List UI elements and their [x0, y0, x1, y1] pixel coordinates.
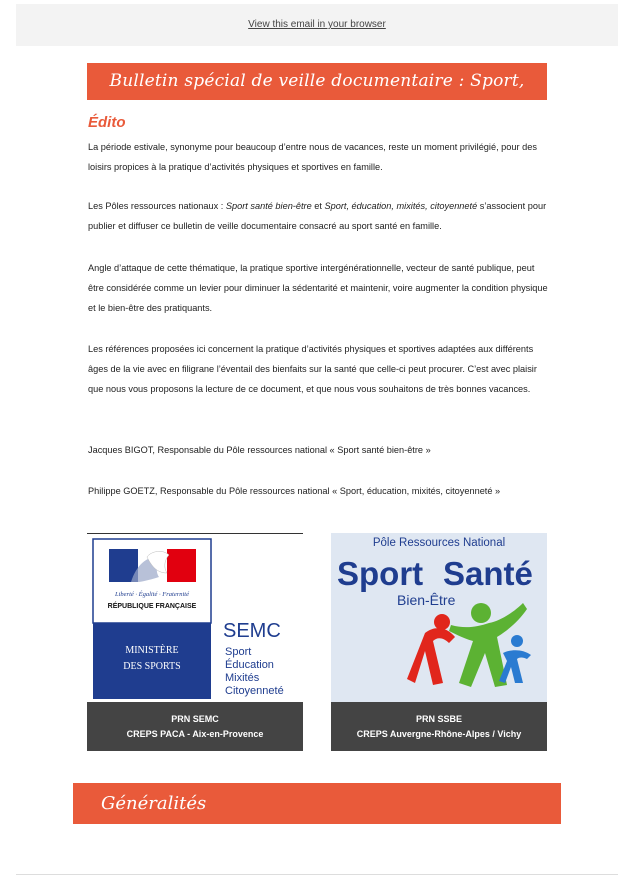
- ministere-line1: MINISTÈRE: [125, 645, 179, 656]
- ssbe-sport-word: Sport: [337, 555, 424, 592]
- p2-pole-semc: Sport, éducation, mixités, citoyenneté: [324, 201, 478, 211]
- semc-logo-card: [87, 533, 303, 751]
- semc-acronym: SEMC: [223, 620, 281, 642]
- p2-text-e: s’associent pour publier et diffuser ce bulletin de veille documentaire consacré au sport santé en famille.: [88, 201, 547, 231]
- ssbe-caption-name: PRN SSBE: [415, 714, 462, 724]
- bottom-divider: [16, 874, 618, 875]
- signature-bigot: Jacques BIGOT, Responsable du Pôle ressources national « Sport santé bien-être »: [88, 445, 431, 455]
- semc-word-education: Éducation: [225, 659, 274, 671]
- ssbe-caption: [331, 702, 547, 751]
- generalites-section-banner: Généralités: [73, 783, 561, 824]
- ssbe-caption-location: CREPS Auvergne-Rhône-Alpes / Vichy: [356, 729, 522, 739]
- ssbe-bien-etre-word: Bien-Être: [397, 592, 456, 608]
- republic-motto: Liberté · Égalité · Fraternité: [114, 591, 190, 598]
- republique-francaise-label: RÉPUBLIQUE FRANÇAISE: [107, 603, 197, 610]
- bulletin-title-banner: Bulletin spécial de veille documentaire : Sport, santé, famille: [87, 63, 547, 100]
- view-in-browser-link[interactable]: View this email in your browser: [248, 19, 386, 30]
- semc-word-sport: Sport: [225, 646, 252, 658]
- ssbe-sante-word: Santé: [443, 555, 533, 592]
- edito-heading: Édito: [88, 114, 126, 131]
- ministere-sports-logo: [87, 533, 303, 702]
- signature-goetz: Philippe GOETZ, Responsable du Pôle ressources national « Sport, éducation, mixités, citoyenneté »: [88, 486, 501, 496]
- view-in-browser-bar: [16, 4, 618, 46]
- sport-sante-logo: [331, 533, 547, 702]
- edito-paragraph-3: Angle d’attaque de cette thématique, la pratique sportive intergénérationnelle, vecteur de santé publique, peut être considérée comme un levier pour diminuer la sédentarité et maintenir, voire augmenter la condition physique et le bien-être des pratiquants.: [88, 263, 548, 313]
- semc-caption-name: PRN SEMC: [171, 714, 219, 724]
- semc-caption: [87, 702, 303, 751]
- edito-paragraph-4: Les références proposées ici concernent la pratique d’activités physiques et sportives adaptées aux différents âges de la vie avec en filigrane l’éventail des bienfaits sur la santé que celle-ci peut procurer. C’est avec plaisir que nous vous proposons la lecture de ce document, et que nous vous souhaitons de très bonnes vacances.: [88, 344, 537, 394]
- p2-text-a: Les Pôles ressources nationaux :: [88, 201, 226, 211]
- semc-word-mixites: Mixités: [225, 672, 260, 684]
- semc-caption-location: CREPS PACA - Aix-en-Provence: [126, 729, 264, 739]
- ssbe-top-label: Pôle Ressources National: [372, 537, 506, 549]
- semc-word-citoyennete: Citoyenneté: [225, 685, 284, 697]
- ministere-line2: DES SPORTS: [123, 661, 181, 672]
- p2-pole-ssbe: Sport santé bien-être: [225, 201, 312, 211]
- p2-text-c: et: [311, 201, 325, 211]
- edito-paragraph-2: [88, 196, 548, 236]
- edito-paragraph-1: La période estivale, synonyme pour beaucoup d’entre nous de vacances, reste un moment privilégié, pour des loisirs propices à la pratique d’activités physiques et sportives en famille.: [88, 142, 537, 172]
- ssbe-logo-card: [331, 533, 547, 751]
